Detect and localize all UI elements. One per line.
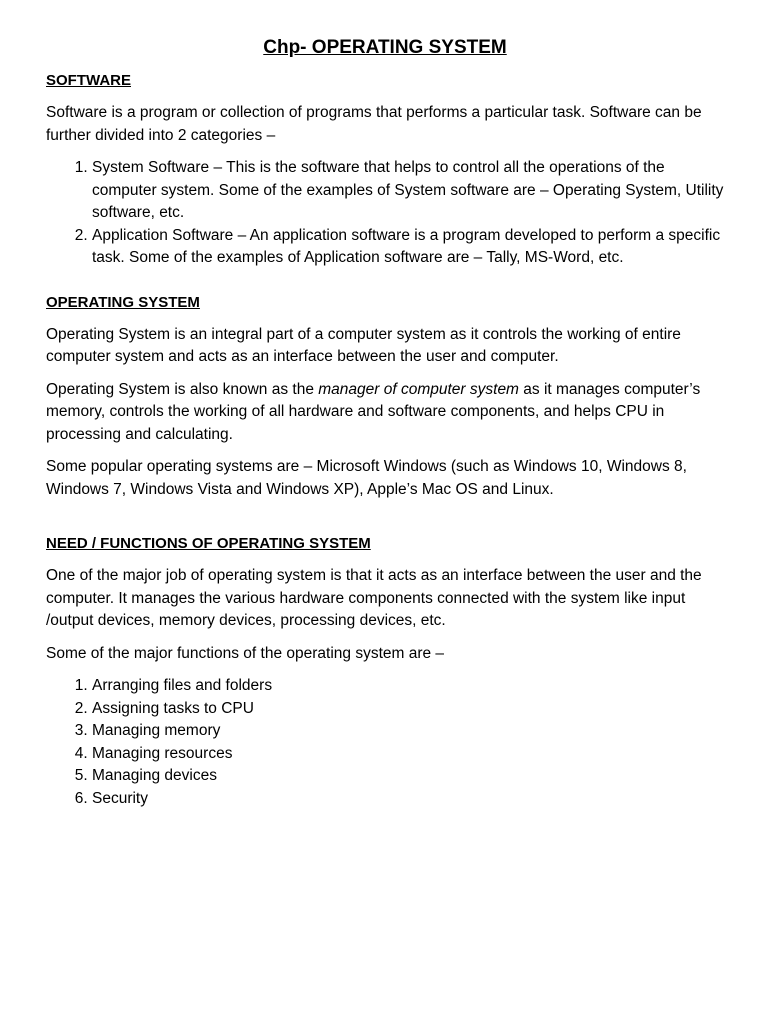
section-heading-functions: NEED / FUNCTIONS OF OPERATING SYSTEM — [46, 535, 371, 552]
os-paragraph-2-italic: manager of computer system — [318, 380, 519, 398]
os-paragraph-3: Some popular operating systems are – Microsoft Windows (such as Windows 10, Windows 8, Windows 7, Windows Vista and Windows XP), Apple’s Mac OS and Linux. — [46, 458, 687, 498]
functions-paragraph-2: Some of the major functions of the operating system are – — [46, 644, 445, 662]
section-heading-operating-system: OPERATING SYSTEM — [46, 293, 200, 311]
list-item: 1. Arranging files and folders — [92, 675, 724, 698]
page-title: Chp- OPERATING SYSTEM — [263, 37, 507, 58]
list-item: 1. System Software – This is the software that helps to control all the operations of the computer system. Some of the examples of System software are – Operating System, Utility software, etc. — [92, 157, 724, 225]
list-item: 6. Security — [92, 788, 724, 811]
software-intro: Software is a program or collection of programs that performs a particular task. Software can be further divided into 2 categories – — [46, 104, 702, 144]
os-paragraph-2-start: Operating System is also known as the — [46, 380, 319, 398]
os-paragraph-1: Operating System is an integral part of a computer system as it controls the working of entire computer system and acts as an interface between the user and computer. — [46, 325, 681, 365]
list-item: 2. Assigning tasks to CPU — [92, 698, 724, 721]
os-paragraph-2 — [46, 379, 724, 447]
software-categories-list — [46, 157, 724, 270]
functions-list — [46, 675, 724, 810]
list-item: 3. Managing memory — [92, 720, 724, 743]
list-item: 2. Application Software – An application software is a program developed to perform a specific task. Some of the examples of Application software are – Tally, MS-Word, etc. — [92, 225, 724, 270]
list-item: 4. Managing resources — [92, 743, 724, 766]
list-item: 5. Managing devices — [92, 765, 724, 788]
functions-paragraph-1: One of the major job of operating system is that it acts as an interface between the user and the computer. It manages the various hardware components connected with the system like input /output devices, memory devices, processing devices, etc. — [46, 567, 702, 629]
os-paragraph-2-end: as it manages computer’s memory, controls the working of all hardware and software components, and helps CPU in processing and calculating. — [46, 380, 701, 443]
section-heading-software: SOFTWARE — [46, 72, 131, 89]
